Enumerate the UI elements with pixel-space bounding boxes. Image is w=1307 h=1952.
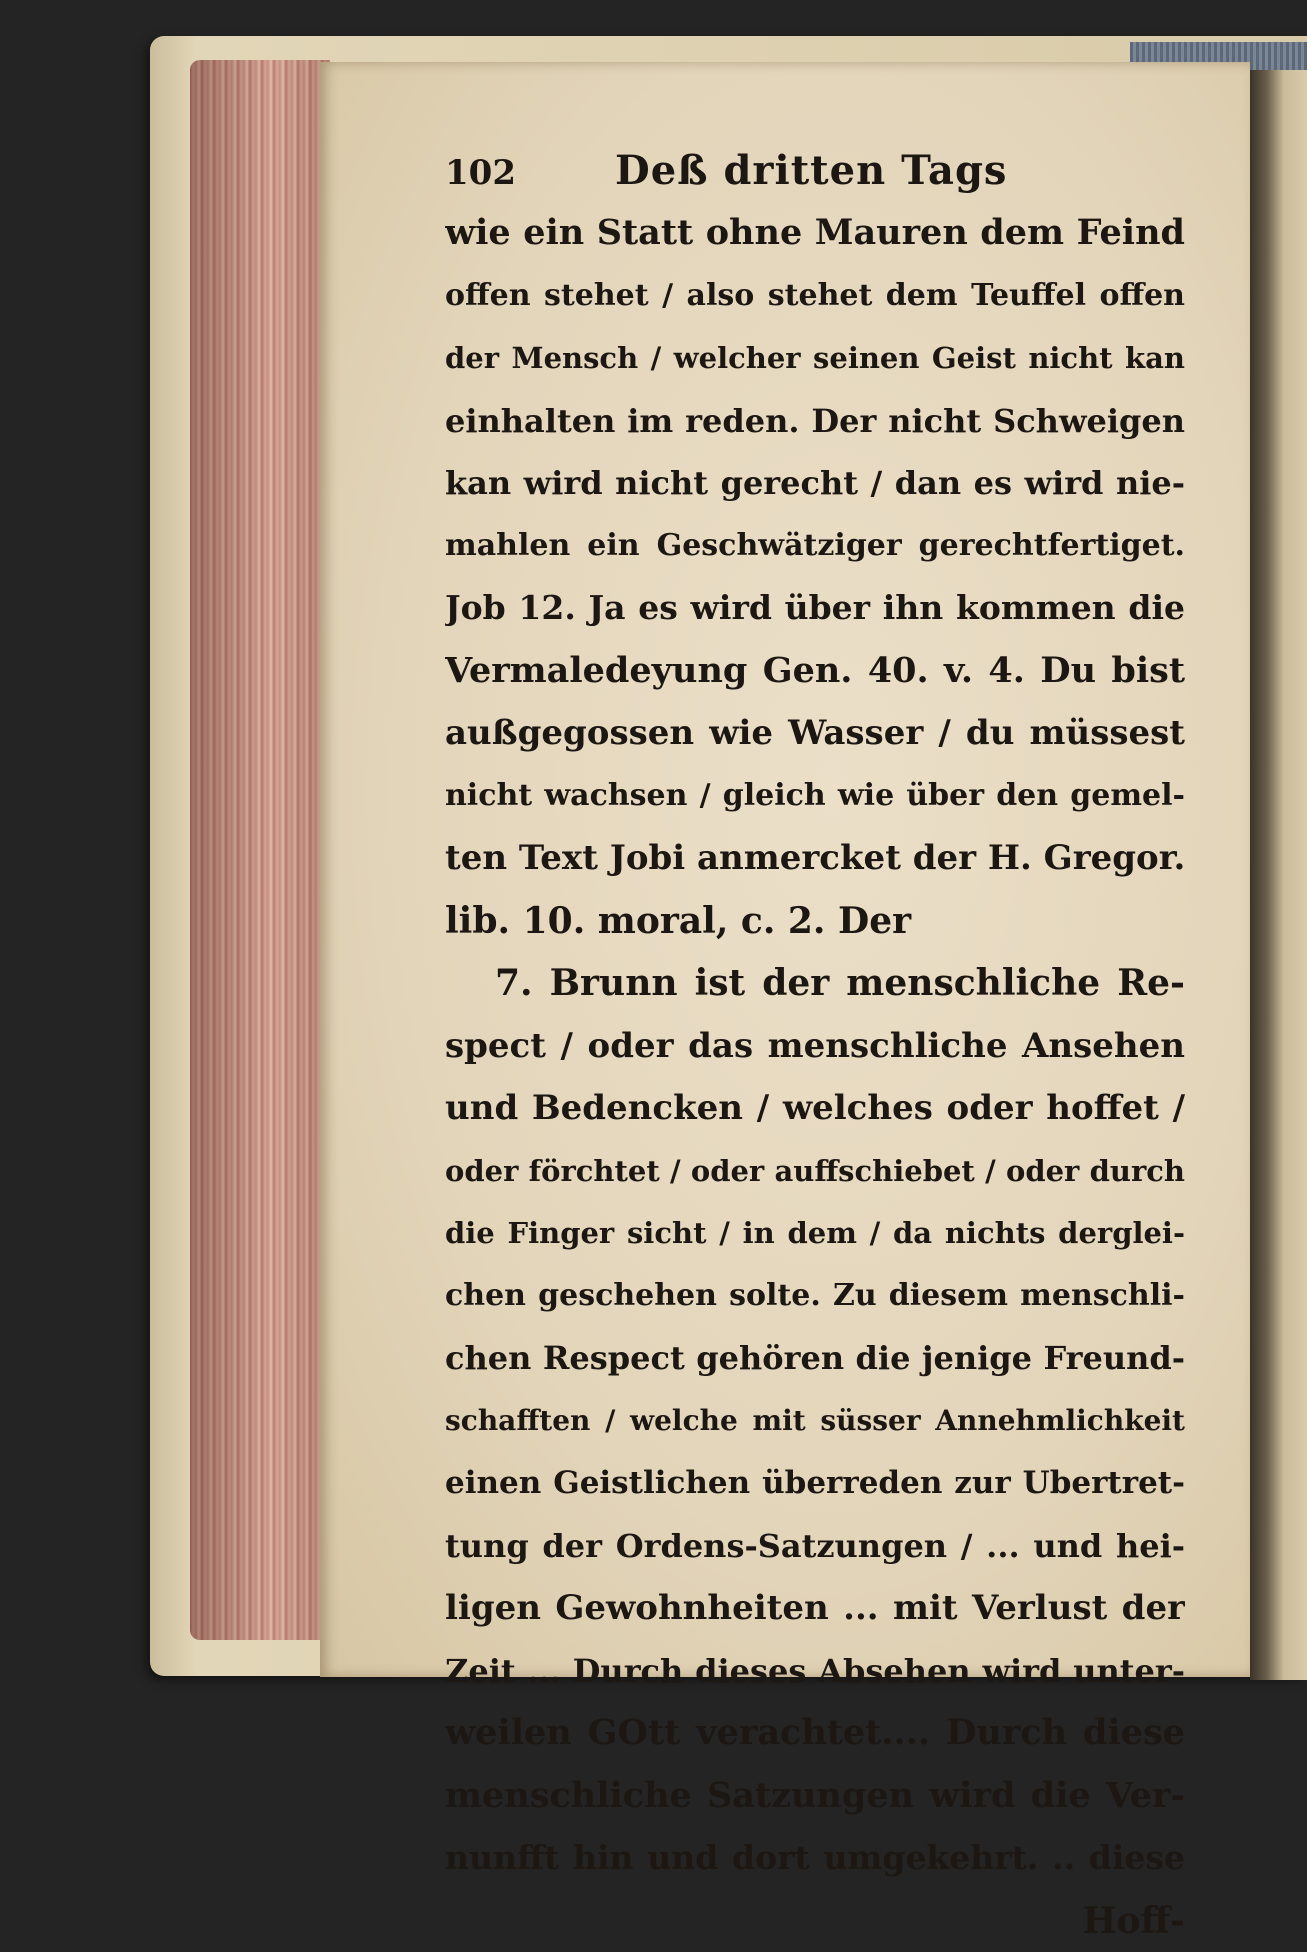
- page-number: 102: [445, 142, 615, 205]
- page-edges-shading: [190, 60, 330, 1640]
- text-line: spect / oder das menschliche Ansehen: [445, 1015, 1185, 1078]
- text-line: der Mensch / welcher seinen Geist nicht kan: [445, 327, 1185, 390]
- page-text-block: [445, 140, 1185, 1952]
- text-line: wie ein Statt ohne Mauren dem Feind: [445, 202, 1185, 265]
- text-line: nunfft hin und dort umgekehrt. .. diese: [445, 1827, 1185, 1890]
- running-head: Deß dritten Tags: [615, 140, 1007, 203]
- text-line: ten Text Jobi anmercket der H. Gregor.: [445, 827, 1185, 890]
- text-line: offen stehet / also stehet dem Teuffel offen: [445, 265, 1185, 328]
- text-line: ligen Gewohnheiten ... mit Verlust der: [445, 1577, 1185, 1640]
- text-line-paragraph-start: 7. Brunn ist der menschliche Re-: [445, 952, 1185, 1015]
- book-gutter: [1250, 70, 1307, 1680]
- text-line: außgegossen wie Wasser / du müssest: [445, 702, 1185, 765]
- text-line: menschliche Satzungen wird die Ver-: [445, 1765, 1185, 1828]
- text-line: einhalten im reden. Der nicht Schweigen: [445, 390, 1185, 453]
- catchword: Hoff-: [445, 1890, 1185, 1952]
- text-line: kan wird nicht gerecht / dan es wird nie-: [445, 452, 1185, 515]
- text-line: chen Respect gehören die jenige Freund-: [445, 1327, 1185, 1390]
- text-line: Zeit ... Durch dieses Absehen wird unter-: [445, 1640, 1185, 1703]
- text-line: weilen GOtt verachtet.... Durch diese: [445, 1702, 1185, 1765]
- text-line: tung der Ordens-Satzungen / ... und hei-: [445, 1515, 1185, 1578]
- text-line: chen geschehen solte. Zu diesem menschli-: [445, 1265, 1185, 1328]
- page-header: [445, 140, 1185, 202]
- text-line: mahlen ein Geschwätziger gerechtfertiget.: [445, 515, 1185, 578]
- text-line: nicht wachsen / gleich wie über den gemel-: [445, 765, 1185, 828]
- text-line: und Bedencken / welches oder hoffet /: [445, 1077, 1185, 1140]
- text-line: schafften / welche mit süsser Annehmlichkeit: [445, 1390, 1185, 1453]
- text-line: die Finger sicht / in dem / da nichts derglei-: [445, 1202, 1185, 1265]
- text-line: oder förchtet / oder auffschiebet / oder durch: [445, 1140, 1185, 1203]
- text-line: Job 12. Ja es wird über ihn kommen die: [445, 577, 1185, 640]
- text-line: Vermaledeyung Gen. 40. v. 4. Du bist: [445, 640, 1185, 703]
- text-line: einen Geistlichen überreden zur Ubertret-: [445, 1452, 1185, 1515]
- text-line: lib. 10. moral, c. 2. Der: [445, 890, 1185, 953]
